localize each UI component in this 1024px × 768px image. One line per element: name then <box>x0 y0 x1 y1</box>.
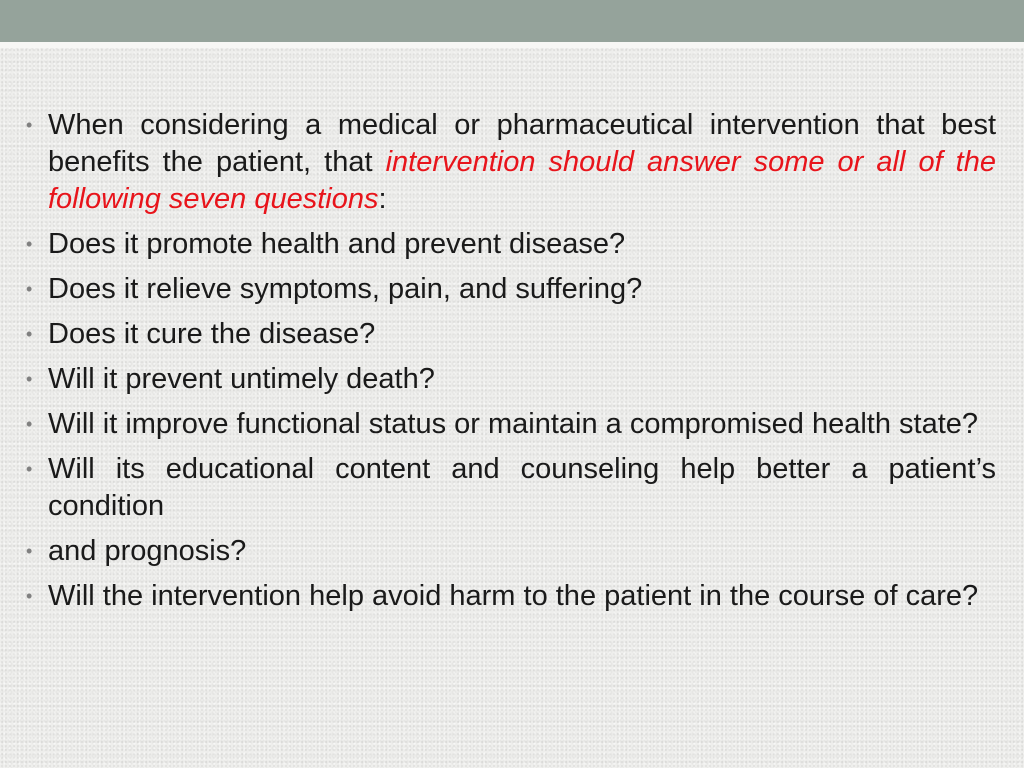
bullet-icon: • <box>26 369 33 389</box>
bullet-question-7 <box>26 533 996 570</box>
slide-content <box>26 107 996 623</box>
question-text: Does it cure the disease? <box>48 318 376 350</box>
question-text: Will it prevent untimely death? <box>48 363 435 395</box>
bullet-icon: • <box>26 234 33 254</box>
bullet-icon: • <box>26 115 33 135</box>
question-text: Will it improve functional status or maintain a compromised health state? <box>48 408 979 440</box>
intro-emphasis: intervention should answer some or all of the following seven questions <box>48 146 996 215</box>
bullet-question-2 <box>26 271 996 308</box>
bullet-icon: • <box>26 586 33 606</box>
bullet-question-8 <box>26 578 996 615</box>
header-bar <box>0 0 1024 42</box>
question-text: Does it relieve symptoms, pain, and suffering? <box>48 273 643 305</box>
question-text: and prognosis? <box>48 535 247 567</box>
bullet-intro <box>26 107 996 218</box>
bullet-icon: • <box>26 414 33 434</box>
intro-text <box>48 107 996 218</box>
question-text: Will the intervention help avoid harm to the patient in the course of care? <box>48 580 979 612</box>
bullet-icon: • <box>26 279 33 299</box>
intro-text-start: When considering a medical or pharmaceutical intervention that best benefits the patient, that <box>48 109 996 178</box>
bullet-icon: • <box>26 324 33 344</box>
question-text: Does it promote health and prevent disease? <box>48 228 626 260</box>
bullet-question-1 <box>26 226 996 263</box>
bullet-icon: • <box>26 459 33 479</box>
bullet-question-4 <box>26 361 996 398</box>
header-divider <box>0 42 1024 48</box>
bullet-question-3 <box>26 316 996 353</box>
question-text: Will its educational content and counseling help better a patient’s condition <box>48 453 996 522</box>
bullet-icon: • <box>26 541 33 561</box>
intro-text-end: : <box>378 183 387 215</box>
bullet-question-5 <box>26 406 996 443</box>
bullet-question-6 <box>26 451 996 525</box>
